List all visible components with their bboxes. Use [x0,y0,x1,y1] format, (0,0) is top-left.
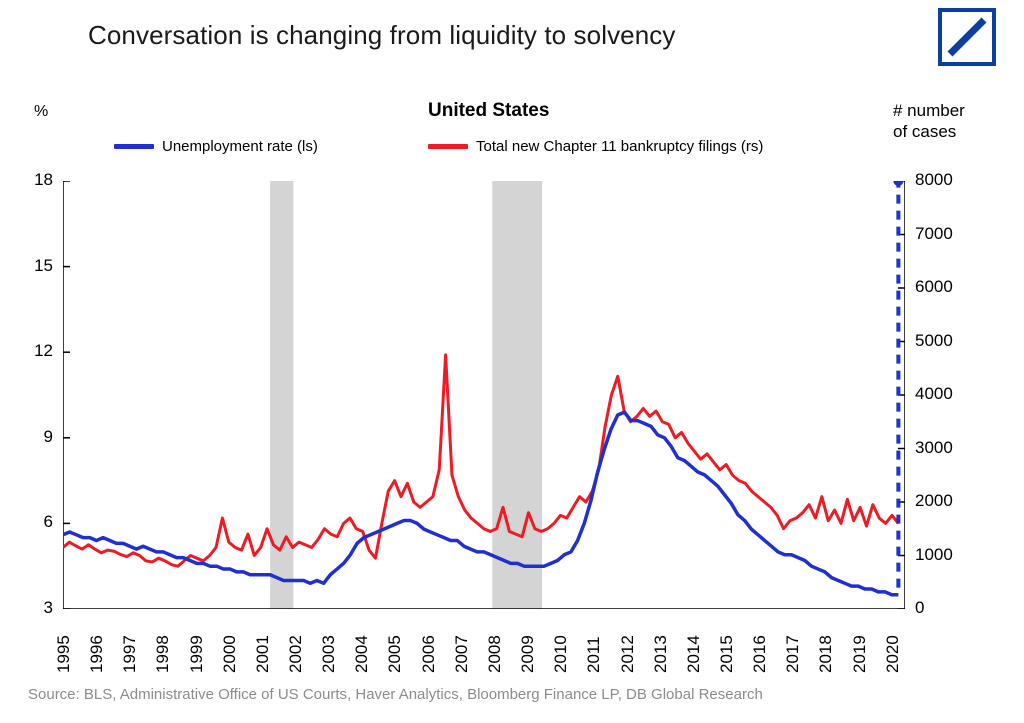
x-tick-2003: 2003 [319,635,339,673]
y-tick-right-5000: 5000 [915,330,953,350]
chart-canvas [63,181,905,609]
legend-label-bankruptcy: Total new Chapter 11 bankruptcy filings (rs) [476,138,764,155]
series-2020-spike-marker [893,181,903,186]
y-tick-right-2000: 2000 [915,491,953,510]
legend-swatch-red [428,144,468,149]
x-tick-2007: 2007 [451,635,471,673]
x-tick-2001: 2001 [252,635,272,673]
legend-swatch-blue [114,144,154,149]
series-unemployment-line [63,412,898,595]
y-tick-right-6000: 6000 [915,277,953,296]
x-tick-2016: 2016 [750,635,770,673]
y-tick-right-7000: 7000 [915,223,953,243]
x-tick-1999: 1999 [186,635,206,673]
x-tick-2009: 2009 [518,635,538,673]
x-tick-2012: 2012 [617,635,637,673]
y-tick-right-4000: 4000 [915,384,953,403]
legend-item-bankruptcy [428,138,763,155]
x-tick-2019: 2019 [849,635,869,673]
y-axis-unit-left: % [34,103,49,120]
y-tick-left-18: 18 [34,170,53,189]
deutsche-bank-logo [938,8,996,66]
x-tick-2005: 2005 [385,635,405,673]
legend-label-unemployment: Unemployment rate (ls) [162,138,318,155]
x-tick-2006: 2006 [418,635,438,673]
x-tick-2011: 2011 [584,636,604,673]
y-tick-left-3: 3 [43,598,53,617]
x-tick-1995: 1995 [54,635,73,673]
x-tick-2018: 2018 [816,635,836,673]
y-tick-right-0: 0 [915,598,925,617]
source-note: Source: BLS, Administrative Office of US Courts, Haver Analytics, Bloomberg Finance LP, DB Global Research [28,686,763,703]
y-tick-right-1000: 1000 [915,544,953,564]
y-axis-unit-right: # number of cases [893,101,965,141]
legend-item-unemployment [114,138,318,155]
x-tick-2020: 2020 [882,635,902,673]
x-tick-1996: 1996 [87,635,107,673]
chart-plot-area [63,181,905,609]
x-tick-2002: 2002 [286,635,306,673]
x-tick-2014: 2014 [683,635,703,673]
chart-legend [110,138,890,162]
y-tick-left-15: 15 [34,255,53,275]
x-tick-2017: 2017 [783,635,803,673]
x-tick-2000: 2000 [219,635,239,673]
y-tick-right-8000: 8000 [915,170,953,189]
y-tick-left-6: 6 [43,512,53,532]
y-tick-left-12: 12 [34,341,53,361]
shaded-region [492,181,542,609]
y-tick-right-3000: 3000 [915,437,953,457]
x-tick-2010: 2010 [551,635,571,673]
x-tick-1998: 1998 [153,635,173,673]
y-tick-left-9: 9 [43,426,53,446]
x-tick-2004: 2004 [352,635,372,673]
x-tick-1997: 1997 [120,635,140,673]
series-bankruptcy-line [63,355,898,566]
page-title: Conversation is changing from liquidity to solvency [88,20,676,50]
x-tick-2015: 2015 [716,635,736,673]
chart-subtitle: United States [428,100,550,121]
x-tick-2013: 2013 [650,635,670,673]
x-tick-2008: 2008 [484,635,504,673]
